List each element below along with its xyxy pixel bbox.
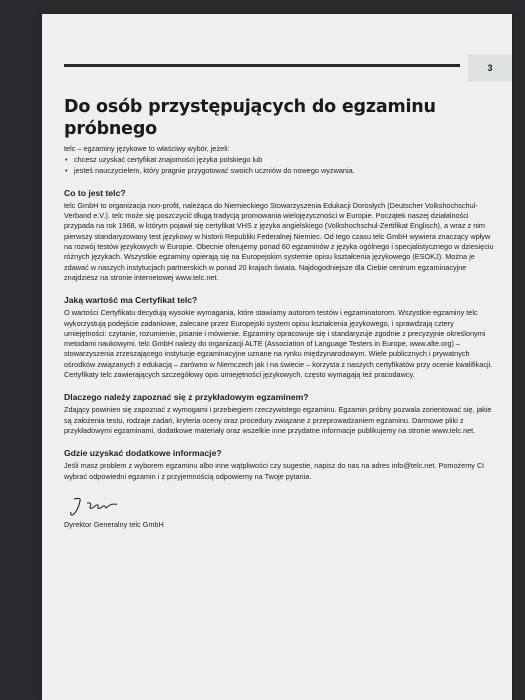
section-heading-why-sample-exam: Dlaczego należy zapoznać się z przykładowym egzaminem? xyxy=(64,392,309,403)
intro-bullet: • jesteś nauczycielem, który pragnie przygotować swoich uczniów do nowego wyzwania. xyxy=(74,166,494,176)
section-heading-certificate-value: Jaką wartość ma Certyfikat telc? xyxy=(64,295,198,306)
document-page xyxy=(42,14,512,700)
section-body-why-sample-exam: Zdający powinien się zapoznać z wymogami i przebiegiem rzeczywistego egzaminu. Egzamin próbny pozwala zorientować się, jakie są założenia testu, rodzaje zadań, kryteria oceny oraz procedury związane z przeprowadzaniem egzaminu. Darmowe pliki z przykładowymi egzaminami, dodatkowe materiały oraz wszelkie inne przydatne informacje publikujemy na stronie www.telc.net. xyxy=(64,405,492,435)
handwritten-signature xyxy=(68,496,130,518)
intro-lead: telc – egzaminy językowe to właściwy wybór, jeżeli: xyxy=(64,144,230,153)
signature-block xyxy=(64,496,494,530)
header-rule xyxy=(64,64,460,67)
section-body-what-is-telc: telc GmbH to organizacja non-profit, należąca do Niemieckiego Stowarzyszenia Edukacji Dorosłych (Deutscher Volkshochschul-Verband e.V.). telc może się poszczycić długą tradycją promowania wielojęzyczności w Europie. Początek naszej działalności przypada na rok 1968, w którym pojawił się certyfikat VHS z języka angielskiego (Volkshochschul-Zertifikat Englisch), a wraz z nim pierwszy standaryzowany test językowy w historii Republiki Federalnej Niemiec. Od tego czasu telc GmbH wywiera znaczący wpływ na rozwój testów językowych w Europie. Obecnie oferujemy ponad 60 egzaminów z języka ogólnego i specjalistycznego w dziesięciu różnych językach. Wszystkie egzaminy opierają się na Europejskim systemie opisu kształcenia językowego (ESOKJ). Można je zdawać w naszych instytucjach partnerskich w ponad 20 krajach świata. Najdogodniejsze dla Ciebie centrum egzaminacyjne znajdziesz na stronie internetowej www.telc.net. xyxy=(64,200,494,282)
section-heading-what-is-telc: Co to jest telc? xyxy=(64,187,126,198)
page-title: Do osób przystępujących do egzaminu próbnego xyxy=(64,97,436,139)
intro-bullet: • chcesz uzyskać certyfikat znajomości języka polskiego lub xyxy=(74,155,494,165)
section-body-certificate-value: O wartości Certyfikatu decydują wysokie wymagania, które stawiamy autorom testów i egzaminatorom. Wszystkie egzaminy telc wykorzystują podejście zadaniowe, zalecane przez Europejski system opisu kształcenia językowego, i sprawdzają cztery umiejętności: czytanie, rozumienie, pisanie i mówienie. Egzaminy opracowuje się i standaryzuje zgodnie z precyzyjnie określonymi metodami naukowymi. telc GmbH należy do organizacji ALTE (Association of Language Testers in Europe, www.alte.org) – stowarzyszenia zrzeszającego instytucje egzaminacyjne uznane na rynku międzynarodowym. Wiele publicznych i prywatnych ośrodków związanych z edukacją – zarówno w Niemczech jak i na świecie – korzysta z naszych certyfikatów przy ocenie kwalifikacji. Certyfikaty telc zawierających szczegółowy opis umiejętności językowych, często wymagają też pracodawcy. xyxy=(64,308,493,380)
section-heading-more-info: Gdzie uzyskać dodatkowe informacje? xyxy=(64,448,222,459)
document-body xyxy=(64,144,494,530)
signature-caption: Dyrektor Generalny telc GmbH xyxy=(64,519,164,529)
section-body-more-info: Jeśli masz problem z wyborem egzaminu albo inne wątpliwości czy sugestie, napisz do nas na adres info@telc.net. Pomożemy Ci wybrać odpowiedni egzamin i z przyjemnością odpowiemy na Twoje pytania. xyxy=(64,461,484,481)
intro-bullet-list xyxy=(64,155,494,176)
page-number: 3 xyxy=(468,54,512,82)
